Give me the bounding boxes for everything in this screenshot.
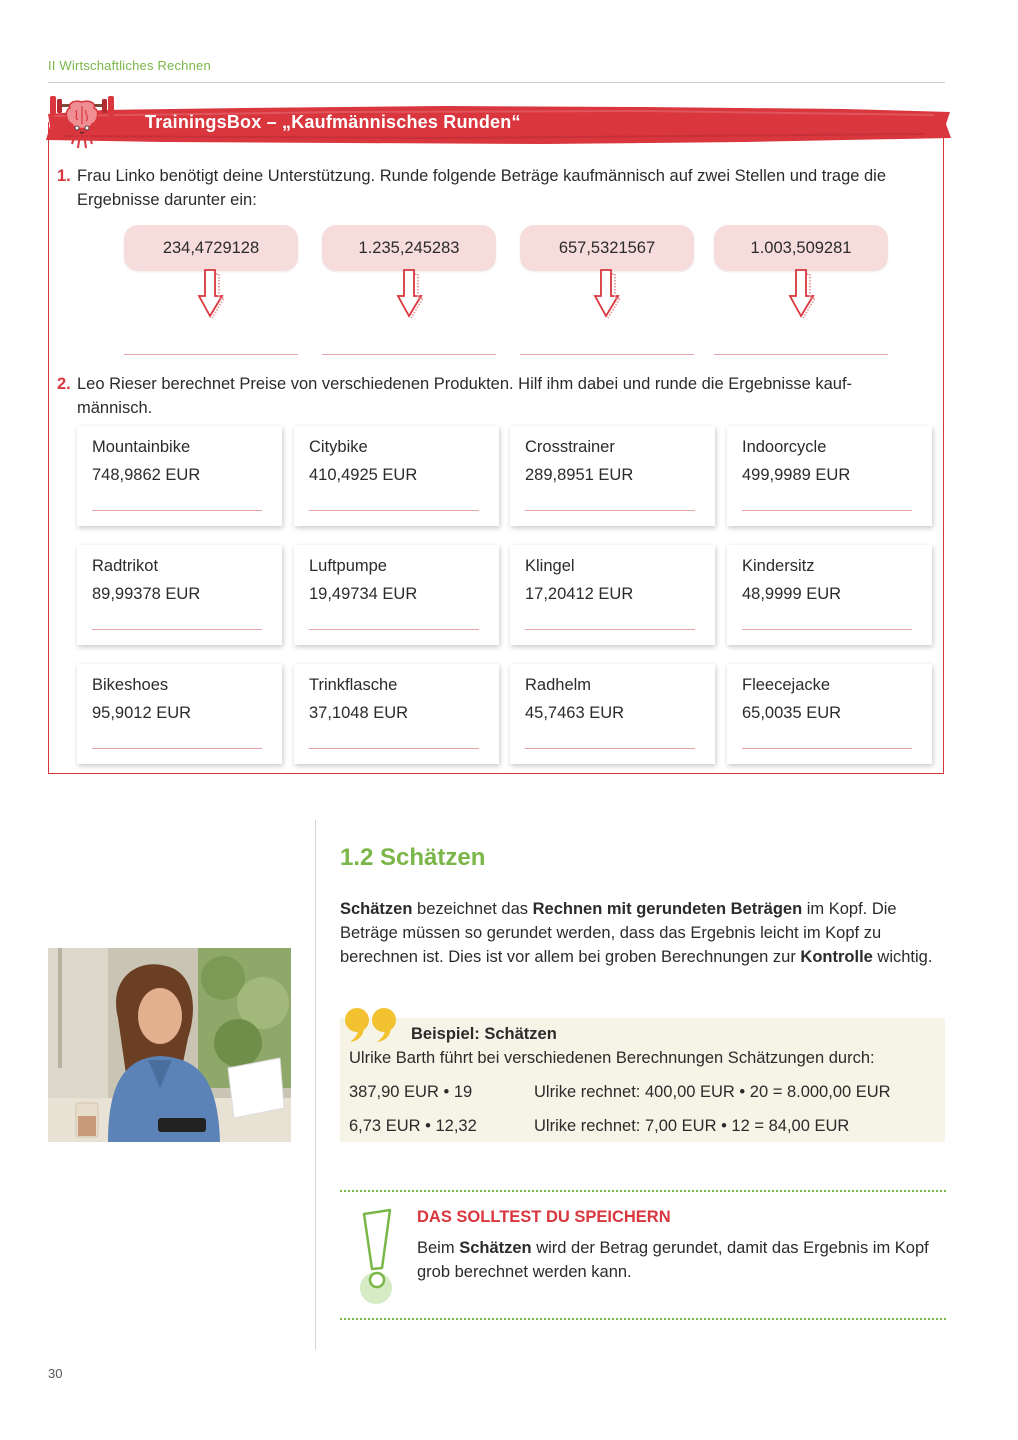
amount-pill: 234,4729128 — [124, 225, 298, 271]
answer-line[interactable] — [322, 354, 496, 355]
question-2-text: Leo Rieser berechnet Preise von verschiedenen Produkten. Hilf ihm dabei und runde die Ergebnisse kauf- — [77, 375, 853, 393]
down-arrow-icon — [395, 268, 425, 320]
product-card — [727, 664, 932, 764]
memo-text-part: wird der Betrag gerundet, damit das Ergebnis im Kopf grob berechnet werden kann. — [417, 1239, 929, 1281]
product-name: Citybike — [309, 438, 368, 456]
product-card — [294, 426, 499, 526]
header-rule — [48, 82, 945, 83]
term-schaetzen: Schätzen — [340, 900, 413, 918]
dotted-divider — [340, 1318, 946, 1320]
product-card — [77, 664, 282, 764]
question-2 — [57, 372, 937, 420]
quote-icon — [344, 1006, 400, 1044]
example-result: Ulrike rechnet: 400,00 EUR • 20 = 8.000,00 EUR — [534, 1083, 891, 1101]
product-name: Trinkflasche — [309, 676, 398, 694]
answer-line[interactable] — [525, 748, 695, 749]
product-price: 65,0035 EUR — [742, 704, 842, 722]
example-intro: Ulrike Barth führt bei verschiedenen Berechnungen Schätzungen durch: — [349, 1049, 875, 1067]
amount-pill: 1.003,509281 — [714, 225, 888, 271]
product-price: 289,8951 EUR — [525, 466, 634, 484]
answer-line[interactable] — [124, 354, 298, 355]
dotted-divider — [340, 1190, 946, 1192]
para-text: wichtig. — [872, 948, 933, 966]
exclamation-icon — [352, 1208, 400, 1306]
question-1-number: 1. — [57, 167, 71, 185]
trainingsbox-title: TrainingsBox – „Kaufmännisches Runden“ — [145, 112, 521, 132]
term-rechnen: Rechnen mit gerundeten Beträgen — [532, 900, 803, 918]
product-card — [294, 545, 499, 645]
answer-line[interactable] — [309, 510, 479, 511]
answer-line[interactable] — [309, 629, 479, 630]
term-kontrolle: Kontrolle — [800, 948, 873, 966]
answer-line[interactable] — [92, 510, 262, 511]
product-name: Crosstrainer — [525, 438, 615, 456]
down-arrow-icon — [787, 268, 817, 320]
question-1-text-cont: Ergebnisse darunter ein: — [77, 191, 257, 209]
product-card — [77, 545, 282, 645]
example-label: Beispiel: Schätzen — [411, 1025, 557, 1043]
brain-weightlifter-icon — [46, 92, 118, 152]
memo-title: DAS SOLLTEST DU SPEICHERN — [417, 1208, 671, 1226]
product-price: 17,20412 EUR — [525, 585, 634, 603]
product-name: Radtrikot — [92, 557, 159, 575]
product-card — [77, 426, 282, 526]
column-divider — [315, 820, 316, 1350]
example-task: 387,90 EUR • 19 — [349, 1083, 473, 1101]
page-number: 30 — [48, 1366, 63, 1381]
product-price: 19,49734 EUR — [309, 585, 418, 603]
product-name: Radhelm — [525, 676, 592, 694]
down-arrow-icon — [592, 268, 622, 320]
answer-line[interactable] — [520, 354, 694, 355]
down-arrow-icon — [196, 268, 226, 320]
product-name: Mountainbike — [92, 438, 191, 456]
example-task: 6,73 EUR • 12,32 — [349, 1117, 477, 1135]
product-name: Klingel — [525, 557, 575, 575]
question-1 — [57, 164, 937, 212]
product-price: 95,9012 EUR — [92, 704, 192, 722]
amount-pill: 657,5321567 — [520, 225, 694, 271]
product-price: 37,1048 EUR — [309, 704, 409, 722]
example-result: Ulrike rechnet: 7,00 EUR • 12 = 84,00 EUR — [534, 1117, 850, 1135]
product-card — [727, 545, 932, 645]
para-text: im Kopf. Die Beträge müssen so gerundet werden, dass das Ergebnis leicht im Kopf zu berechnen ist. Dies ist vor allem bei groben Berechnungen zur — [340, 900, 897, 966]
answer-line[interactable] — [714, 354, 888, 355]
question-1-text: Frau Linko benötigt deine Unterstützung. Runde folgende Beträge kaufmännisch auf zwei Stellen und trage die — [77, 167, 887, 185]
product-price: 45,7463 EUR — [525, 704, 625, 722]
product-name: Fleecejacke — [742, 676, 831, 694]
memo-term: Schätzen — [459, 1239, 532, 1257]
product-price: 48,9999 EUR — [742, 585, 842, 603]
product-price: 748,9862 EUR — [92, 466, 201, 484]
product-card — [727, 426, 932, 526]
para-text: bezeichnet das — [412, 900, 533, 918]
answer-line[interactable] — [309, 748, 479, 749]
product-name: Indoorcycle — [742, 438, 827, 456]
product-card — [510, 545, 715, 645]
answer-line[interactable] — [525, 629, 695, 630]
chapter-header: II Wirtschaftliches Rechnen — [48, 58, 211, 73]
product-price: 499,9989 EUR — [742, 466, 851, 484]
answer-line[interactable] — [742, 629, 912, 630]
section-title: 1.2 Schätzen — [340, 844, 486, 871]
product-card — [510, 664, 715, 764]
product-card — [294, 664, 499, 764]
product-name: Luftpumpe — [309, 557, 387, 575]
intro-paragraph — [340, 897, 946, 969]
amount-pill: 1.235,245283 — [322, 225, 496, 271]
product-name: Kindersitz — [742, 557, 815, 575]
product-name: Bikeshoes — [92, 676, 169, 694]
answer-line[interactable] — [742, 748, 912, 749]
memo-text-part: Beim — [417, 1239, 460, 1257]
answer-line[interactable] — [742, 510, 912, 511]
answer-line[interactable] — [92, 629, 262, 630]
product-price: 89,99378 EUR — [92, 585, 201, 603]
answer-line[interactable] — [525, 510, 695, 511]
memo-text — [417, 1236, 937, 1284]
product-card — [510, 426, 715, 526]
photo-woman-with-calculator — [48, 948, 291, 1142]
answer-line[interactable] — [92, 748, 262, 749]
question-2-text-cont: männisch. — [77, 399, 153, 417]
product-price: 410,4925 EUR — [309, 466, 418, 484]
question-2-number: 2. — [57, 375, 71, 393]
